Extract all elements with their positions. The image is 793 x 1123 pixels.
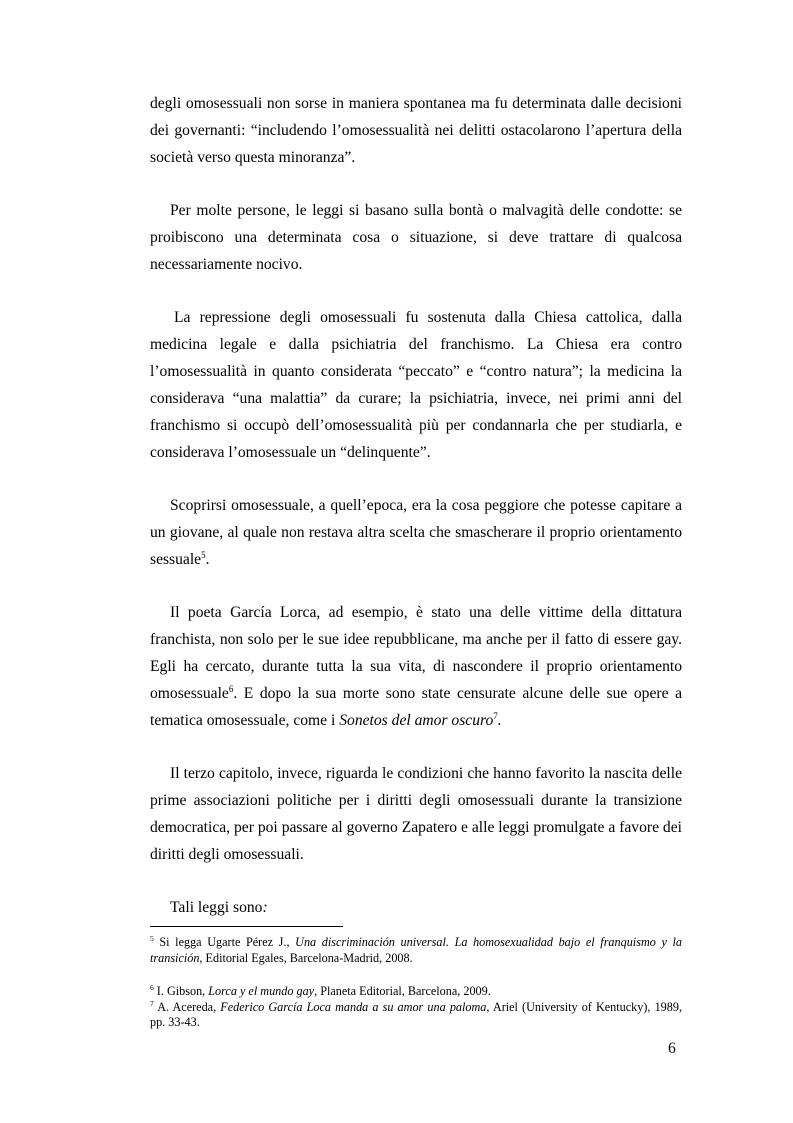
paragraph-7-end: : [262, 899, 268, 916]
paragraph-7 [150, 894, 682, 921]
page-number: 6 [668, 1040, 676, 1057]
footnote-post: , Planeta Editorial, Barcelona, 2009. [314, 984, 491, 998]
footnote-post: Ariel (University of Kentucky), 1989, pp. 33-43. [150, 999, 682, 1029]
paragraph-1-text: degli omosessuali non sorse in maniera spontanea ma fu determinata dalle decisioni dei governanti: “includendo l’omosessualità nei delitti ostacolarono l’apertura della società verso questa minoranza”. [150, 95, 682, 166]
paragraph-5-end: . [497, 712, 502, 729]
footnote-title: Federico García Loca manda a su amor una paloma, [220, 999, 490, 1014]
paragraph-5-title: Sonetos del amor oscuro [339, 712, 494, 729]
paragraph-2 [150, 197, 682, 278]
paragraph-1 [150, 90, 682, 171]
paragraph-5 [150, 599, 682, 734]
paragraph-7-text: Tali leggi sono [170, 899, 263, 916]
footnote-pre: Si legga Ugarte Pérez J., [153, 935, 296, 949]
footnote-title: Lorca y el mundo gay [208, 984, 315, 998]
footnote-separator [150, 926, 343, 927]
footnote-number: 6 [150, 982, 154, 992]
footnote-title: Una discriminación universal. La homosexualidad bajo el franquismo y la transición, [150, 935, 682, 965]
footnote-pre: A. Acereda, [153, 999, 221, 1014]
footnote-5 [150, 935, 682, 966]
page-body [150, 90, 682, 947]
paragraph-4-text: Scoprirsi omosessuale, a quell’epoca, era la cosa peggiore che potesse capitare a un giovane, al quale non restava altra scelta che smascherare il proprio orientamento sessuale [150, 497, 682, 568]
paragraph-6 [150, 760, 682, 868]
footnote-number: 7 [150, 998, 154, 1008]
paragraph-6-text: Il terzo capitolo, invece, riguarda le condizioni che hanno favorito la nascita delle prime associazioni politiche per i diritti degli omosessuali durante la transizione democratica, per poi passare al governo Zapatero e alle leggi promulgate a favore dei diritti degli omosessuali. [150, 765, 682, 863]
paragraph-4-end: . [205, 551, 210, 568]
paragraph-4 [150, 492, 682, 573]
paragraph-3 [150, 304, 682, 466]
paragraph-5-text-b: . E dopo la sua morte sono state censurate alcune delle sue opere a tematica omosessuale, come i [150, 685, 682, 729]
footnote-7 [150, 1000, 682, 1031]
footnote-ref-7[interactable]: 7 [493, 710, 498, 721]
footnote-ref-6[interactable]: 6 [228, 683, 234, 694]
footnote-number: 5 [150, 933, 154, 943]
footnote-ref-5[interactable]: 5 [201, 549, 206, 560]
footnotes [150, 935, 682, 1031]
paragraph-3-text: La repressione degli omosessuali fu sostenuta dalla Chiesa cattolica, dalla medicina legale e dalla psichiatria del franchismo. La Chiesa era contro l’omosessualità in quanto considerata “peccato” e “contro natura”; la medicina la considerava “una malattia” da curare; la psichiatria, invece, nei primi anni del franchismo si occupò dell’omosessualità più per condannarla che per studiarla, e considerava l’omosessuale un “delinquente”. [150, 309, 682, 461]
paragraph-2-text: Per molte persone, le leggi si basano sulla bontà o malvagità delle condotte: se proibiscono una determinata cosa o situazione, si deve trattare di qualcosa necessariamente nocivo. [150, 202, 682, 273]
footnote-6 [150, 984, 682, 1000]
paragraph-5-text-a: Il poeta García Lorca, ad esempio, è stato una delle vittime della dittatura franchista, non solo per le sue idee repubblicane, ma anche per il fatto di essere gay. Egli ha cercato, durante tutta la sua vita, di nascondere il proprio orientamento omosessuale [150, 604, 682, 702]
footnote-post: Editorial Egales, Barcelona-Madrid, 2008. [202, 950, 413, 965]
footnote-pre: I. Gibson, [153, 984, 209, 998]
